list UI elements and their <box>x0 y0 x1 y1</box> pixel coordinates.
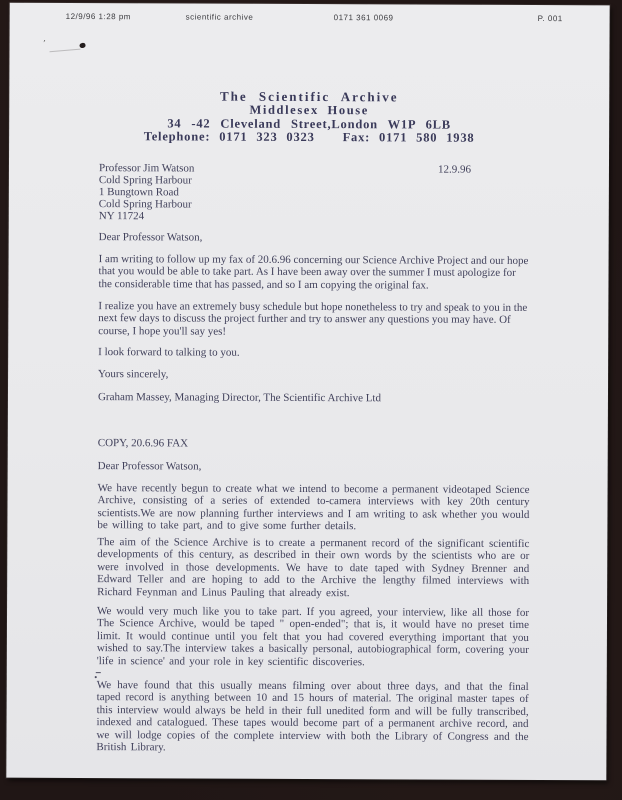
letterhead-street-address: 34 -42 Cleveland Street,London W1P 6LB <box>167 115 451 132</box>
letter-salutation: Dear Professor Watson, <box>98 231 203 244</box>
ink-mark-dash <box>96 672 101 673</box>
letter-look-forward-line: I look forward to talking to you. <box>98 346 240 359</box>
fax-number: 0171 361 0069 <box>333 13 394 23</box>
letterhead-org-name: The Scientific Archive <box>219 88 399 105</box>
letter-date: 12.9.96 <box>437 163 471 176</box>
letterhead-contact-line <box>9 130 609 146</box>
copy-paragraph: The aim of the Science Archive is to create a permanent record of the significant scientific developments of this century, as described in their own words by the scientists who are or were involved in those developments. We have to date taped with Sydney Brenner and Edward Teller and are hoping to add to the Archive the lengthy filmed interviews with Richard Feynman and Linus Pauling that already exist. <box>97 536 530 599</box>
letter-signature-line: Graham Massey, Managing Director, The Scientific Archive Ltd <box>97 391 382 405</box>
fax-datetime: 12/9/96 1:28 pm <box>65 11 131 22</box>
fax-page <box>6 3 609 781</box>
fax-station-id: scientific archive <box>185 12 254 22</box>
copy-fax-heading: COPY, 20.6.96 FAX <box>97 437 189 450</box>
ink-mark-tick: ’ <box>41 37 47 49</box>
recipient-line: Cold Spring Harbour <box>98 198 192 211</box>
recipient-line: 1 Bungtown Road <box>98 186 179 199</box>
copy-paragraph: We have recently begun to create what we intend to become a permanent videotaped Science Archive, consisting of a series of extended to-camera interviews with key 20th century scientists.We are now planning further interviews and I am writing to ask whether you would be willing to take part, and to give some further details. <box>97 482 530 533</box>
ink-mark-dot <box>95 676 97 678</box>
recipient-line: Cold Spring Harbour <box>98 174 192 187</box>
letterhead <box>9 89 609 146</box>
letterhead-fax: Fax: 0171 580 1938 <box>342 130 475 145</box>
recipient-line: NY 11724 <box>98 210 145 223</box>
letter-closing: Yours sincerely, <box>98 368 169 381</box>
letter-paragraph: I realize you have an extremely busy schedule but hope nonetheless to try and speak to you in the next few days to discuss the project further and try to answer any questions you may have. Of course, I hope you'll say yes! <box>98 300 528 338</box>
copy-paragraph: We would very much like you to take part. If you agreed, your interview, like all those for The Science Archive, would be taped " open-ended"; that is, it would have no preset time limit. It would continue until you felt that you had covered everything important that you wished to say.The interview takes a basically personal, autobiographical form, covering your 'life in science' and your role in key scientific discoveries. <box>96 605 530 669</box>
recipient-line: Professor Jim Watson <box>98 162 195 175</box>
letterhead-building: Middlesex House <box>249 102 369 118</box>
letter-paragraph: I am writing to follow up my fax of 20.6.96 concerning our Science Archive Project and our hope that you would be able to take part. As I have been away over the summer I must apologize for the considerable time that has passed, and so I am copying the original fax. <box>98 253 529 292</box>
copy-salutation: Dear Professor Watson, <box>97 460 202 473</box>
copy-paragraph: We have found that this usually means filming over about three days, and that the final taped record is anything between 10 and 15 hours of material. The original master tapes of this interview would always be held in their full unedited form and will be fully transcribed, indexed and catalogued. These tapes would become part of a permanent archive record, and we will lodge copies of the complete interview with both the Library of Congress and the British Library. <box>96 679 529 754</box>
letterhead-telephone: Telephone: 0171 323 0323 <box>143 129 315 145</box>
scan-scratch-line <box>49 49 80 53</box>
fax-page-number: P. 001 <box>537 13 563 24</box>
